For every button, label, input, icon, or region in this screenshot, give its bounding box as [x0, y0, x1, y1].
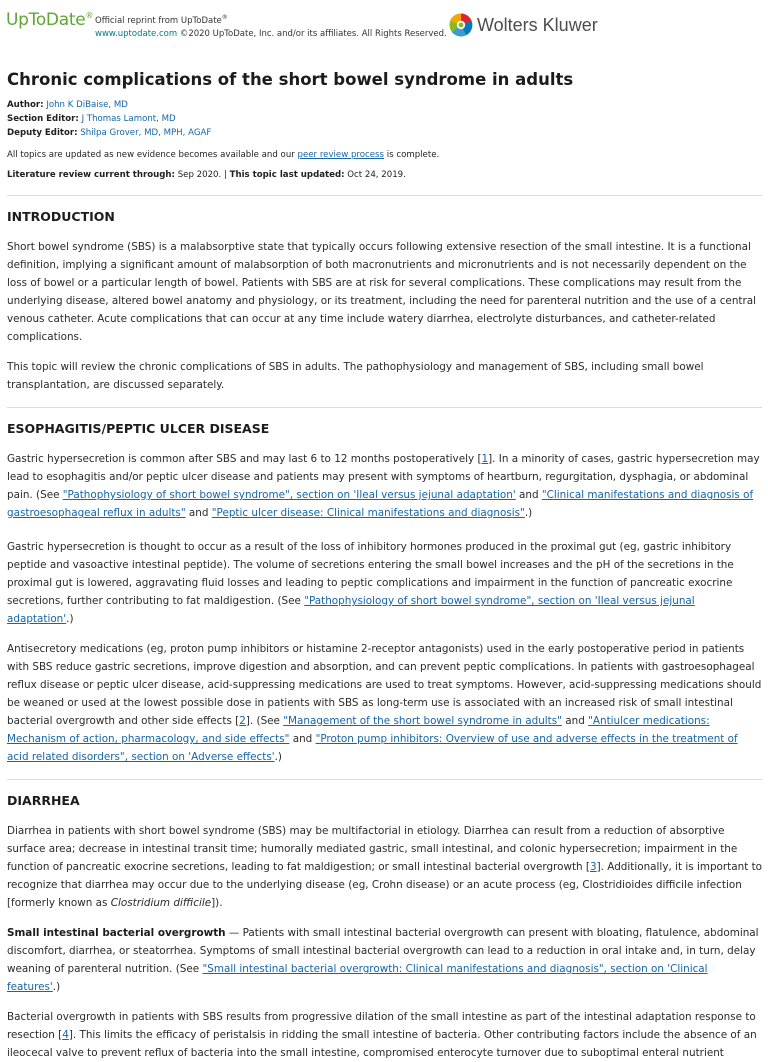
- body-text: Bacterial overgrowth in patients with SBS results from progressive dilation of the small intestine as part of the intestinal adaptation response to resection [: [7, 1011, 756, 1041]
- section-divider: [7, 195, 762, 196]
- body-text: Antisecretory medications (eg, proton pump inhibitors or histamine 2-receptor antagonists) used in the early postoperative period in patients with SBS reduce gastric secretions, improve digestion and absorption, and can prevent peptic complications. In patients with gastroesophageal reflux disease or peptic ulcer disease, acid-suppressing medications are used to treat symptoms. However, acid-suppressing medications should be weaned or used at the lowest possible dose in patients with SBS as long-term use is associated with an increased risk of small intestinal bacterial overgrowth and other side effects [: [7, 643, 762, 727]
- article-content: [7, 66, 762, 1062]
- lit-review-date: Sep 2020. |: [174, 170, 230, 180]
- body-text: ]. Additionally, it is important to recognize that diarrhea may occur due to the underlying disease (eg, Crohn disease) or an acute process (eg, Clostridioides difficile infection [formerly known as: [7, 861, 763, 909]
- author-label: Author:: [7, 100, 44, 110]
- article-title: Chronic complications of the short bowel syndrome in adults: [7, 70, 574, 89]
- reference-link[interactable]: 1: [481, 453, 489, 465]
- body-text: and: [515, 489, 542, 501]
- diarrhea-paragraph: [7, 822, 762, 912]
- section-heading-esophagitis: ESOPHAGITIS/PEPTIC ULCER DISEASE: [7, 421, 270, 436]
- reprint-notice: [95, 11, 447, 41]
- wolters-kluwer-logo[interactable]: [449, 12, 598, 38]
- section-divider: [7, 779, 762, 780]
- body-text: .): [524, 507, 533, 519]
- topic-link[interactable]: "Pathophysiology of short bowel syndrome", section on 'Ileal versus jejunal adaptation': [7, 595, 695, 625]
- peer-review-link[interactable]: peer review process: [297, 150, 385, 160]
- section-heading-diarrhea: DIARRHEA: [7, 793, 80, 808]
- deputy-editor-row: [7, 126, 762, 140]
- last-updated-date: Oct 24, 2019.: [344, 170, 406, 180]
- body-text: .): [274, 751, 282, 763]
- topic-link[interactable]: "Proton pump inhibitors: Overview of use and adverse effects in the treatment of acid related disorders", section on 'Adverse effects': [7, 733, 738, 763]
- article-credits: [7, 98, 762, 140]
- reference-link[interactable]: 4: [62, 1029, 69, 1041]
- intro-paragraph: Short bowel syndrome (SBS) is a malabsorptive state that typically occurs following extensive resection of the small intestine. It is a functional definition, implying a significant amount of malabsorption of both macronutrients and micronutrients and is not necessarily dependent on the loss of bowel or a particular length of bowel. Patients with SBS are at risk for several complications. These complications may result from the underlying disease, altered bowel anatomy and physiology, or its treatment, including the need for parenteral nutrition and the use of a central venous catheter. Acute complications that can occur at any time include watery diarrhea, electrolyte disturbances, and catheter-related complications.: [7, 241, 757, 343]
- body-text: ]. In a minority of cases, gastric hypersecretion may lead to esophagitis and/or peptic ulcer disease and patients may present with symptoms of heartburn, regurgitation, dysphagia, or abdominal pain. (See: [7, 453, 760, 501]
- topic-link[interactable]: "Small intestinal bacterial overgrowth: Clinical manifestations and diagnosis", section on 'Clinical features': [7, 963, 708, 993]
- reference-link[interactable]: 3: [589, 861, 597, 873]
- topic-link[interactable]: "Peptic ulcer disease: Clinical manifestations and diagnosis": [211, 507, 525, 519]
- reprint-registered-mark: ®: [221, 14, 228, 21]
- body-text: and: [185, 507, 212, 519]
- uptodate-logo-text: UpToDate: [6, 10, 86, 30]
- body-text: Gastric hypersecretion is thought to occur as a result of the loss of inhibitory hormones produced in the proximal gut (eg, gastric inhibitory peptide and vasoactive intestinal peptide). The volume of secretions entering the small bowel increases and the pH of the secretions in the proximal gut is lowered, aggravating fluid losses and leading to peptic complications and impairment in the function of pancreatic exocrine secretions, further contributing to fat maldigestion. (See: [7, 541, 734, 607]
- author-row: [7, 98, 762, 112]
- body-text: .): [52, 981, 61, 993]
- body-text: Gastric hypersecretion is common after SBS and may last 6 to 12 months postoperatively [: [7, 453, 482, 465]
- reprint-line: Official reprint from UpToDate: [95, 15, 222, 26]
- topic-link[interactable]: "Antiulcer medications: Mechanism of action, pharmacology, and side effects": [7, 715, 710, 745]
- deputy-editor-link[interactable]: Shilpa Grover, MD, MPH, AGAF: [80, 128, 212, 138]
- uptodate-logo[interactable]: [6, 10, 93, 30]
- body-text: ]).: [211, 897, 223, 909]
- update-policy-note: [7, 148, 762, 162]
- topic-link[interactable]: "Management of the short bowel syndrome in adults": [283, 715, 562, 727]
- body-text: and: [561, 715, 589, 727]
- last-updated-label: This topic last updated:: [229, 170, 345, 180]
- body-text: ]. (See: [245, 715, 284, 727]
- topic-link[interactable]: "Clinical manifestations and diagnosis of gastroesophageal reflux in adults": [7, 489, 754, 519]
- diarrhea-paragraph: [7, 1008, 762, 1062]
- copyright-text: ©2020 UpToDate, Inc. and/or its affiliates. All Rights Reserved.: [177, 28, 447, 39]
- wolters-kluwer-emblem-icon: [449, 13, 473, 37]
- section-divider: [7, 407, 762, 408]
- esophagitis-paragraph: [7, 538, 762, 628]
- esophagitis-paragraph: [7, 640, 762, 766]
- intro-paragraph: This topic will review the chronic complications of SBS in adults. The pathophysiology and management of SBS, including small bowel transplantation, are discussed separately.: [7, 361, 704, 391]
- body-text: — Patients with small intestinal bacterial overgrowth can present with bloating, flatulence, abdominal discomfort, diarrhea, or steatorrhea. Symptoms of small intestinal bacterial overgrowth can lead to a reduction in oral intake and, in turn, delay weaning of parenteral nutrition. (See: [7, 927, 759, 975]
- update-note-text: All topics are updated as new evidence becomes available and our: [7, 150, 298, 160]
- registered-mark: ®: [85, 11, 94, 20]
- author-link[interactable]: John K DiBaise, MD: [46, 100, 128, 110]
- section-editor-label: Section Editor:: [7, 114, 79, 124]
- topic-link[interactable]: "Pathophysiology of short bowel syndrome", section on 'Ileal versus jejunal adaptation': [62, 489, 516, 501]
- update-note-end: is complete.: [384, 150, 440, 160]
- esophagitis-paragraph: [7, 450, 762, 522]
- section-heading-introduction: INTRODUCTION: [7, 209, 115, 224]
- body-text: .): [66, 613, 74, 625]
- section-editor-link[interactable]: J Thomas Lamont, MD: [81, 114, 176, 124]
- organism-name: Clostridium difficile: [110, 897, 212, 909]
- body-text: Diarrhea in patients with short bowel syndrome (SBS) may be multifactorial in etiology. Diarrhea can result from a reduction of absorptive surface area; decrease in intestinal transit time; humorally mediated gastric, small intestinal, and colonic hypersecretion; impairment in the function of pancreatic exocrine secretions, leading to fat maldigestion; or small intestinal bacterial overgrowth [: [7, 825, 738, 873]
- uptodate-url-link[interactable]: www.uptodate.com: [95, 28, 178, 39]
- wk-emblem-core: [459, 23, 464, 28]
- deputy-editor-label: Deputy Editor:: [7, 128, 78, 138]
- subsection-heading-sibo: Small intestinal bacterial overgrowth: [7, 927, 226, 939]
- diarrhea-paragraph: [7, 924, 762, 996]
- page-header: [0, 0, 768, 50]
- body-text: ]. This limits the efficacy of peristalsis in ridding the small intestine of bacteria. Other contributing factors include the absence of an ileocecal valve to prevent reflux of bacteria into the small intestine, compromised enterocyte turnover due to suboptimal enteral nutrient: [7, 1029, 757, 1059]
- body-text: and: [289, 733, 316, 745]
- section-editor-row: [7, 112, 762, 126]
- wolters-kluwer-name: Wolters Kluwer: [477, 14, 598, 35]
- review-dates: [7, 168, 762, 182]
- reference-link[interactable]: 2: [239, 715, 246, 727]
- lit-review-label: Literature review current through:: [7, 170, 175, 180]
